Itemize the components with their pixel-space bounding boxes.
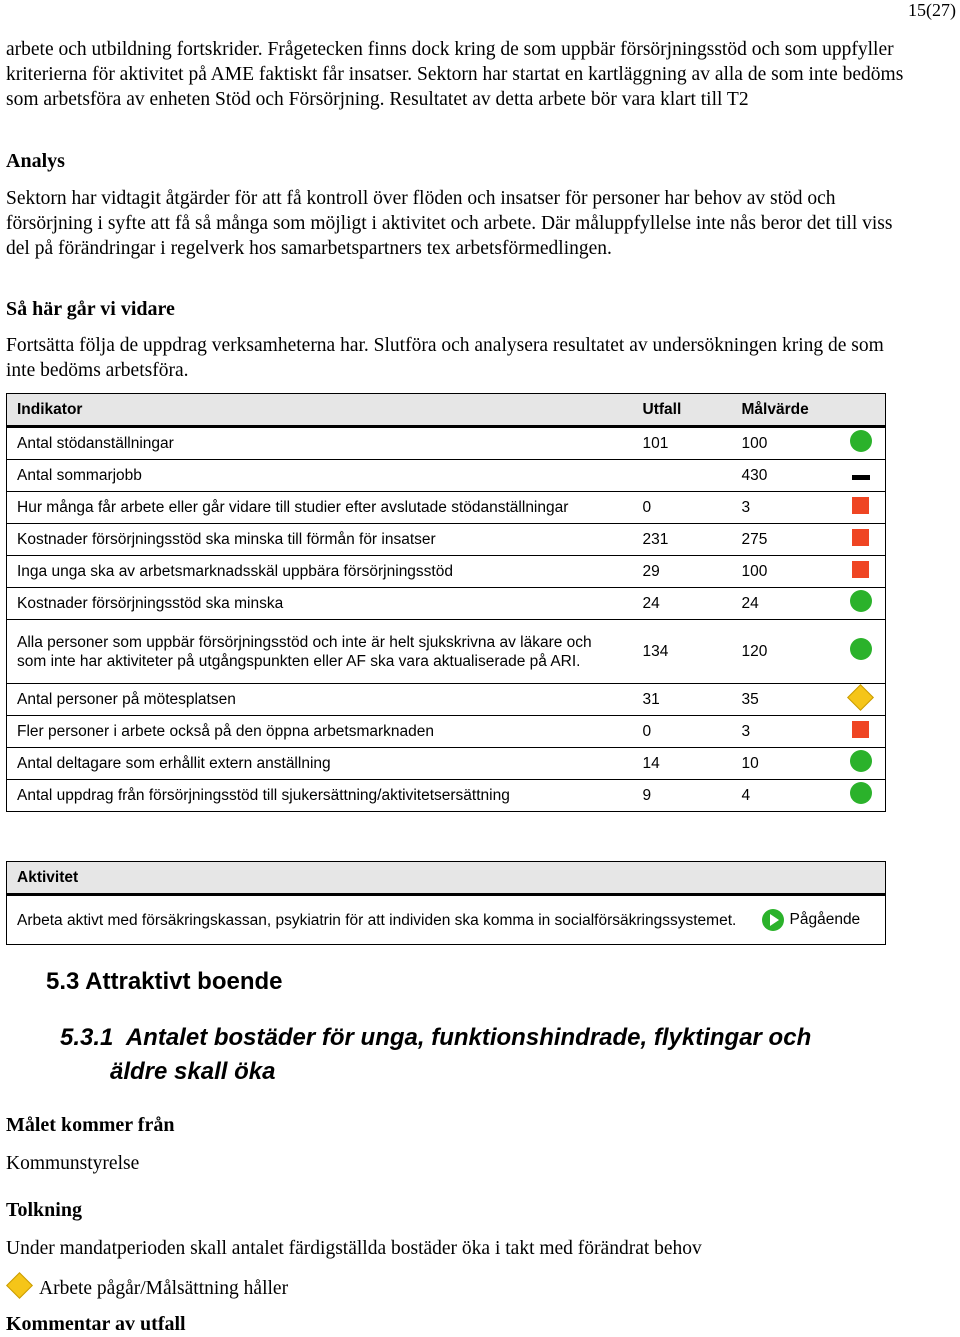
malvarde-cell: 24 <box>732 588 837 620</box>
table-row <box>7 748 886 780</box>
table-row <box>7 780 886 812</box>
malvarde-cell: 3 <box>732 492 837 524</box>
header-utfall: Utfall <box>633 394 732 427</box>
indikator-cell: Inga unga ska av arbetsmarknadsskäl uppbära försörjningsstöd <box>7 556 633 588</box>
section-5-3-1-heading <box>60 1021 811 1089</box>
status-cell <box>837 492 886 524</box>
activity-table <box>6 861 886 945</box>
malet-heading: Målet kommer från <box>6 1114 175 1136</box>
utfall-cell: 24 <box>633 588 732 620</box>
black-dash-icon <box>852 475 870 480</box>
status-cell <box>837 460 886 492</box>
indikator-cell: Kostnader försörjningsstöd ska minska till förmån för insatser <box>7 524 633 556</box>
indicator-header-row <box>7 394 886 427</box>
section-5-3-heading <box>46 966 283 998</box>
table-row <box>7 588 886 620</box>
utfall-cell: 0 <box>633 716 732 748</box>
status-cell <box>837 556 886 588</box>
malvarde-cell: 3 <box>732 716 837 748</box>
table-row <box>7 492 886 524</box>
indikator-cell: Kostnader försörjningsstöd ska minska <box>7 588 633 620</box>
status-cell <box>837 620 886 684</box>
table-row <box>7 460 886 492</box>
activity-row <box>7 895 886 945</box>
indikator-cell: Antal personer på mötesplatsen <box>7 684 633 716</box>
indikator-cell: Antal uppdrag från försörjningsstöd till sjukersättning/aktivitetsersättning <box>7 780 633 812</box>
vidare-heading: Så här går vi vidare <box>6 298 175 320</box>
vidare-text: Fortsätta följa de uppdrag verksamheterna har. Slutföra och analysera resultatet av undersökningen kring de som inte bedöms arbetsföra. <box>6 335 884 381</box>
table-row <box>7 524 886 556</box>
section-5-3-1-title-line1: Antalet bostäder för unga, funktionshindrade, flyktingar och <box>125 1024 812 1051</box>
section-5-3-1-number: 5.3.1 <box>60 1024 114 1051</box>
utfall-cell <box>633 460 732 492</box>
utfall-cell: 14 <box>633 748 732 780</box>
status-cell <box>837 588 886 620</box>
yellow-diamond-icon <box>847 684 874 711</box>
malvarde-cell: 100 <box>732 427 837 460</box>
play-icon <box>762 909 784 931</box>
indikator-cell: Antal stödanställningar <box>7 427 633 460</box>
analys-text: Sektorn har vidtagit åtgärder för att få kontroll över flöden och insatser för personer har behov av stöd och försörjning i syfte att få så många som möjligt i aktivitet och arbete. Där måluppfyllelse inte nås beror det till viss del på förändringar i regelverk hos samarbetspartners tex arbetsförmedlingen. <box>6 188 893 259</box>
activity-header: Aktivitet <box>7 862 886 895</box>
indikator-cell: Fler personer i arbete också på den öppna arbetsmarknaden <box>7 716 633 748</box>
utfall-cell: 101 <box>633 427 732 460</box>
tolkning-text: Under mandatperioden skall antalet färdigställda bostäder öka i takt med förändrat behov <box>6 1238 702 1259</box>
table-row <box>7 684 886 716</box>
green-circle-icon <box>850 430 872 452</box>
status-cell <box>837 524 886 556</box>
table-row <box>7 427 886 460</box>
header-status <box>837 394 886 427</box>
analys-heading: Analys <box>6 150 65 172</box>
utfall-cell: 231 <box>633 524 732 556</box>
section-5-3-1-title-line2: äldre skall öka <box>110 1058 276 1085</box>
intro-paragraph: arbete och utbildning fortskrider. Frågetecken finns dock kring de som uppbär försörjningsstöd och som uppfyller kriterierna för aktivitet på AME faktiskt får insatser. Sektorn har startat en kartläggning av alla de som inte bedöms som arbetsföra av enheten Stöd och Försörjning. Resultatet av detta arbete bör vara klart till T2 <box>6 39 904 110</box>
malvarde-cell: 120 <box>732 620 837 684</box>
red-square-icon <box>852 561 869 578</box>
utfall-cell: 134 <box>633 620 732 684</box>
header-indikator: Indikator <box>7 394 633 427</box>
malvarde-cell: 10 <box>732 748 837 780</box>
indikator-cell: Antal deltagare som erhållit extern anställning <box>7 748 633 780</box>
indikator-cell: Hur många får arbete eller går vidare till studier efter avslutade stödanställningar <box>7 492 633 524</box>
red-square-icon <box>852 497 869 514</box>
green-circle-icon <box>850 590 872 612</box>
status-cell <box>837 427 886 460</box>
section-5-3-1-line1 <box>60 1021 811 1055</box>
malvarde-cell: 275 <box>732 524 837 556</box>
page-number: 15(27) <box>908 0 956 20</box>
malvarde-cell: 35 <box>732 684 837 716</box>
status-cell <box>837 748 886 780</box>
tolkning-status <box>6 1276 906 1301</box>
utfall-cell: 29 <box>633 556 732 588</box>
indikator-cell: Alla personer som uppbär försörjningsstöd och inte är helt sjukskrivna av läkare och som inte har aktiviteter på utgångspunkten eller AF ska vara aktualiserade på ARI. <box>7 620 633 684</box>
table-row <box>7 556 886 588</box>
utfall-cell: 31 <box>633 684 732 716</box>
green-circle-icon <box>850 782 872 804</box>
activity-header-row <box>7 862 886 895</box>
green-circle-icon <box>850 638 872 660</box>
header-malvarde: Målvärde <box>732 394 837 427</box>
indikator-cell: Antal sommarjobb <box>7 460 633 492</box>
status-cell <box>837 684 886 716</box>
yellow-diamond-icon <box>6 1272 33 1299</box>
kommentar-heading: Kommentar av utfall <box>6 1313 186 1335</box>
malvarde-cell: 4 <box>732 780 837 812</box>
table-row <box>7 620 886 684</box>
indicator-table <box>6 393 886 812</box>
red-square-icon <box>852 529 869 546</box>
utfall-cell: 0 <box>633 492 732 524</box>
table-row <box>7 716 886 748</box>
activity-status-label: Pågående <box>789 911 861 929</box>
activity-status <box>752 895 886 945</box>
tolkning-status-text: Arbete pågår/Målsättning håller <box>39 1278 289 1299</box>
malvarde-cell: 100 <box>732 556 837 588</box>
section-5-3-title: Attraktivt boende <box>85 968 283 995</box>
utfall-cell: 9 <box>633 780 732 812</box>
red-square-icon <box>852 721 869 738</box>
status-cell <box>837 780 886 812</box>
section-5-3-number: 5.3 <box>46 968 80 995</box>
malet-text: Kommunstyrelse <box>6 1153 140 1174</box>
status-cell <box>837 716 886 748</box>
green-circle-icon <box>850 750 872 772</box>
tolkning-heading: Tolkning <box>6 1199 82 1221</box>
malvarde-cell: 430 <box>732 460 837 492</box>
activity-text: Arbeta aktivt med försäkringskassan, psykiatrin för att individen ska komma in socialförsäkringssystemet. <box>7 895 752 945</box>
